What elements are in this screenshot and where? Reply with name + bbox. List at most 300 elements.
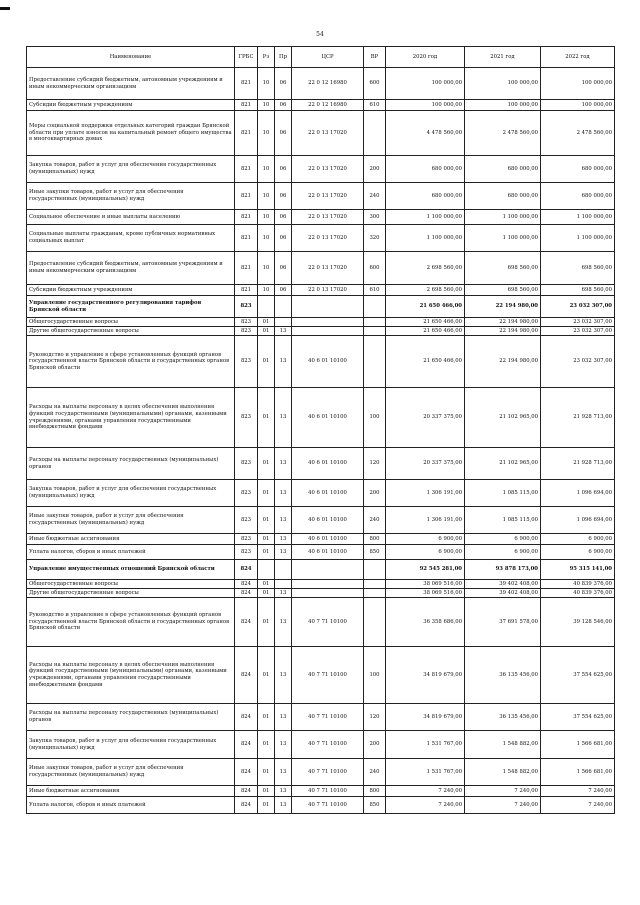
cell-pr: 13 [275, 598, 292, 647]
cell-pr: 06 [275, 252, 292, 285]
table-row [27, 285, 615, 296]
cell-name: Предоставление субсидий бюджетным, автономным учреждениям и иным некоммерческим организациям [27, 252, 235, 285]
cell-grbs: 823 [235, 480, 258, 507]
cell-vr: 320 [364, 225, 386, 252]
cell-rz: 01 [258, 580, 275, 589]
cell-name: Расходы на выплаты персоналу государственных (муниципальных) органов [27, 704, 235, 731]
table-row [27, 598, 615, 647]
cell-2022: 100 000,00 [541, 100, 615, 111]
cell-rz: 01 [258, 507, 275, 534]
table-row [27, 560, 615, 580]
cell-rz: 10 [258, 183, 275, 210]
cell-rz: 01 [258, 545, 275, 560]
cell-2020: 1 531 767,00 [386, 731, 465, 759]
cell-vr [364, 336, 386, 388]
cell-name: Социальные выплаты гражданам, кроме публичных нормативных социальных выплат [27, 225, 235, 252]
cell-grbs: 824 [235, 598, 258, 647]
cell-name: Общегосударственные вопросы [27, 318, 235, 327]
cell-pr [275, 296, 292, 318]
cell-csr [292, 580, 364, 589]
cell-pr: 06 [275, 111, 292, 156]
table-row [27, 100, 615, 111]
cell-grbs: 823 [235, 507, 258, 534]
cell-rz [258, 296, 275, 318]
header-2022: 2022 год [541, 47, 615, 68]
cell-grbs: 823 [235, 296, 258, 318]
cell-2021: 1 100 000,00 [465, 210, 541, 225]
cell-name: Иные бюджетные ассигнования [27, 786, 235, 797]
cell-2022: 37 554 625,00 [541, 704, 615, 731]
cell-2022: 680 000,00 [541, 183, 615, 210]
cell-2020: 1 306 191,00 [386, 507, 465, 534]
cell-2022: 7 240,00 [541, 797, 615, 814]
cell-2022: 40 839 376,00 [541, 580, 615, 589]
cell-2020: 20 337 375,00 [386, 388, 465, 448]
cell-2021: 100 000,00 [465, 100, 541, 111]
cell-rz: 01 [258, 327, 275, 336]
cell-2020: 38 069 516,00 [386, 580, 465, 589]
cell-csr [292, 318, 364, 327]
cell-2021: 7 240,00 [465, 786, 541, 797]
cell-2020: 1 306 191,00 [386, 480, 465, 507]
table-row [27, 534, 615, 545]
cell-2020: 6 900,00 [386, 534, 465, 545]
cell-2020: 21 650 466,00 [386, 318, 465, 327]
cell-vr [364, 560, 386, 580]
table-row [27, 210, 615, 225]
cell-rz: 01 [258, 480, 275, 507]
cell-rz: 01 [258, 797, 275, 814]
cell-vr: 120 [364, 448, 386, 480]
cell-grbs: 823 [235, 534, 258, 545]
cell-vr [364, 296, 386, 318]
cell-2020: 92 545 281,00 [386, 560, 465, 580]
cell-2022: 100 000,00 [541, 68, 615, 100]
cell-2022: 40 839 376,00 [541, 589, 615, 598]
cell-2021: 698 560,00 [465, 285, 541, 296]
header-csr: ЦСР [292, 47, 364, 68]
cell-name: Закупка товаров, работ и услуг для обеспечения государственных (муниципальных) нужд [27, 156, 235, 183]
cell-2021: 22 194 980,00 [465, 327, 541, 336]
cell-csr: 40 6 01 10100 [292, 534, 364, 545]
cell-2022: 1 096 694,00 [541, 480, 615, 507]
cell-2021: 680 000,00 [465, 156, 541, 183]
cell-csr: 22 0 13 17020 [292, 111, 364, 156]
cell-pr: 13 [275, 759, 292, 786]
cell-rz: 10 [258, 156, 275, 183]
cell-csr: 40 6 01 10100 [292, 336, 364, 388]
cell-rz: 10 [258, 225, 275, 252]
table-row [27, 589, 615, 598]
cell-grbs: 824 [235, 704, 258, 731]
table-row [27, 225, 615, 252]
cell-2020: 21 650 466,00 [386, 327, 465, 336]
cell-grbs: 823 [235, 448, 258, 480]
cell-2021: 1 085 115,00 [465, 507, 541, 534]
cell-2022: 37 554 625,00 [541, 647, 615, 704]
cell-vr: 600 [364, 252, 386, 285]
cell-pr: 06 [275, 100, 292, 111]
cell-csr: 40 7 71 10100 [292, 786, 364, 797]
cell-2020: 34 819 679,00 [386, 647, 465, 704]
cell-2020: 21 650 466,00 [386, 336, 465, 388]
cell-rz: 01 [258, 534, 275, 545]
cell-csr: 22 0 13 17020 [292, 285, 364, 296]
cell-2021: 6 900,00 [465, 545, 541, 560]
cell-2022: 23 032 307,00 [541, 318, 615, 327]
cell-pr: 06 [275, 68, 292, 100]
cell-grbs: 823 [235, 318, 258, 327]
cell-pr [275, 318, 292, 327]
table-row [27, 507, 615, 534]
cell-pr: 13 [275, 589, 292, 598]
table-row [27, 786, 615, 797]
cell-pr: 06 [275, 210, 292, 225]
cell-pr: 06 [275, 156, 292, 183]
cell-2021: 37 691 578,00 [465, 598, 541, 647]
cell-vr: 200 [364, 480, 386, 507]
cell-vr: 610 [364, 285, 386, 296]
cell-2022: 23 032 307,00 [541, 327, 615, 336]
cell-name: Иные закупки товаров, работ и услуг для обеспечения государственных (муниципальных) нужд [27, 183, 235, 210]
cell-2022: 680 000,00 [541, 156, 615, 183]
cell-2020: 21 650 466,00 [386, 296, 465, 318]
cell-vr: 800 [364, 534, 386, 545]
cell-csr: 22 0 13 17020 [292, 183, 364, 210]
header-vr: ВР [364, 47, 386, 68]
cell-2022: 39 128 546,00 [541, 598, 615, 647]
table-row [27, 296, 615, 318]
cell-rz: 01 [258, 318, 275, 327]
cell-vr: 800 [364, 786, 386, 797]
cell-vr: 850 [364, 797, 386, 814]
cell-csr: 40 6 01 10100 [292, 545, 364, 560]
cell-2022: 1 100 000,00 [541, 210, 615, 225]
cell-pr: 06 [275, 285, 292, 296]
cell-csr: 22 0 12 16980 [292, 100, 364, 111]
cell-2022: 23 032 307,00 [541, 296, 615, 318]
table-row [27, 252, 615, 285]
cell-grbs: 821 [235, 252, 258, 285]
cell-pr: 13 [275, 507, 292, 534]
cell-name: Иные закупки товаров, работ и услуг для обеспечения государственных (муниципальных) нужд [27, 507, 235, 534]
cell-name: Закупка товаров, работ и услуг для обеспечения государственных (муниципальных) нужд [27, 480, 235, 507]
cell-2021: 93 878 173,00 [465, 560, 541, 580]
cell-name: Другие общегосударственные вопросы [27, 589, 235, 598]
cell-2022: 698 560,00 [541, 252, 615, 285]
cell-rz [258, 560, 275, 580]
cell-2022: 6 900,00 [541, 534, 615, 545]
cell-2021: 36 135 456,00 [465, 704, 541, 731]
cell-grbs: 823 [235, 388, 258, 448]
table-row [27, 704, 615, 731]
cell-csr: 22 0 13 17020 [292, 210, 364, 225]
cell-name: Управление имущественных отношений Брянской области [27, 560, 235, 580]
cell-pr [275, 580, 292, 589]
cell-grbs: 821 [235, 100, 258, 111]
cell-grbs: 823 [235, 327, 258, 336]
cell-csr [292, 560, 364, 580]
cell-pr: 13 [275, 388, 292, 448]
cell-rz: 10 [258, 285, 275, 296]
table-row [27, 759, 615, 786]
table-row [27, 580, 615, 589]
cell-pr: 13 [275, 647, 292, 704]
cell-2021: 1 548 882,00 [465, 759, 541, 786]
cell-csr: 22 0 12 16980 [292, 68, 364, 100]
cell-name: Иные закупки товаров, работ и услуг для обеспечения государственных (муниципальных) нужд [27, 759, 235, 786]
cell-rz: 01 [258, 786, 275, 797]
table-row [27, 68, 615, 100]
cell-rz: 10 [258, 252, 275, 285]
header-grbs: ГРБС [235, 47, 258, 68]
cell-grbs: 824 [235, 589, 258, 598]
cell-vr: 300 [364, 210, 386, 225]
cell-vr: 100 [364, 647, 386, 704]
cell-2022: 7 240,00 [541, 786, 615, 797]
cell-grbs: 821 [235, 68, 258, 100]
cell-2020: 680 000,00 [386, 183, 465, 210]
cell-grbs: 824 [235, 786, 258, 797]
cell-grbs: 821 [235, 111, 258, 156]
cell-2020: 4 478 560,00 [386, 111, 465, 156]
cell-rz: 01 [258, 589, 275, 598]
cell-grbs: 823 [235, 545, 258, 560]
cell-name: Управление государственного регулирования тарифов Брянской области [27, 296, 235, 318]
cell-2022: 6 900,00 [541, 545, 615, 560]
cell-grbs: 824 [235, 759, 258, 786]
cell-csr: 40 7 71 10100 [292, 598, 364, 647]
cell-vr [364, 598, 386, 647]
cell-grbs: 824 [235, 731, 258, 759]
header-2021: 2021 год [465, 47, 541, 68]
cell-pr: 13 [275, 704, 292, 731]
scan-corner-mark [0, 7, 10, 10]
cell-2021: 1 100 000,00 [465, 225, 541, 252]
cell-name: Руководство и управление в сфере установленных функций органов государственной власти Брянской области и государственных органов Брянской области [27, 598, 235, 647]
cell-vr [364, 111, 386, 156]
cell-vr: 200 [364, 156, 386, 183]
cell-pr: 06 [275, 225, 292, 252]
cell-csr: 40 7 71 10100 [292, 704, 364, 731]
cell-2020: 100 000,00 [386, 100, 465, 111]
cell-2020: 680 000,00 [386, 156, 465, 183]
cell-rz: 01 [258, 336, 275, 388]
cell-csr: 22 0 13 17020 [292, 156, 364, 183]
cell-csr [292, 589, 364, 598]
cell-2021: 22 194 980,00 [465, 318, 541, 327]
cell-vr: 240 [364, 759, 386, 786]
cell-csr: 40 6 01 10100 [292, 388, 364, 448]
cell-csr [292, 327, 364, 336]
cell-grbs: 823 [235, 336, 258, 388]
cell-rz: 01 [258, 448, 275, 480]
cell-grbs: 821 [235, 183, 258, 210]
table-row [27, 545, 615, 560]
cell-2022: 2 478 560,00 [541, 111, 615, 156]
cell-name: Общегосударственные вопросы [27, 580, 235, 589]
cell-pr: 13 [275, 448, 292, 480]
cell-2021: 39 402 408,00 [465, 589, 541, 598]
cell-2021: 2 478 560,00 [465, 111, 541, 156]
cell-vr [364, 580, 386, 589]
table-row [27, 183, 615, 210]
cell-rz: 10 [258, 210, 275, 225]
cell-2022: 95 315 141,00 [541, 560, 615, 580]
header-2020: 2020 год [386, 47, 465, 68]
cell-csr: 40 7 71 10100 [292, 759, 364, 786]
cell-vr: 600 [364, 68, 386, 100]
cell-2021: 36 135 456,00 [465, 647, 541, 704]
cell-name: Расходы на выплаты персоналу в целях обеспечения выполнения функций государственными (муниципальными) органами, казенными учреждениями, органами управления государственными внебюджетными фондами [27, 647, 235, 704]
cell-vr: 100 [364, 388, 386, 448]
cell-name: Закупка товаров, работ и услуг для обеспечения государственных (муниципальных) нужд [27, 731, 235, 759]
cell-grbs: 821 [235, 285, 258, 296]
cell-vr: 120 [364, 704, 386, 731]
cell-2021: 1 085 115,00 [465, 480, 541, 507]
cell-2020: 1 531 767,00 [386, 759, 465, 786]
cell-2021: 21 102 965,00 [465, 388, 541, 448]
cell-2022: 1 096 694,00 [541, 507, 615, 534]
cell-2020: 1 100 000,00 [386, 210, 465, 225]
cell-csr: 22 0 13 17020 [292, 225, 364, 252]
cell-2020: 6 900,00 [386, 545, 465, 560]
header-name: Наименование [27, 47, 235, 68]
cell-2020: 36 358 686,00 [386, 598, 465, 647]
cell-pr: 13 [275, 480, 292, 507]
cell-csr: 40 7 71 10100 [292, 647, 364, 704]
cell-grbs: 824 [235, 560, 258, 580]
cell-pr: 13 [275, 786, 292, 797]
cell-name: Расходы на выплаты персоналу государственных (муниципальных) органов [27, 448, 235, 480]
cell-grbs: 821 [235, 210, 258, 225]
cell-2020: 20 337 375,00 [386, 448, 465, 480]
cell-csr: 40 7 71 10100 [292, 797, 364, 814]
cell-rz: 01 [258, 731, 275, 759]
table-row [27, 111, 615, 156]
cell-pr [275, 560, 292, 580]
cell-name: Расходы на выплаты персоналу в целях обеспечения выполнения функций государственными (муниципальными) органами, казенными учреждениями, органами управления государственными внебюджетными фондами [27, 388, 235, 448]
cell-rz: 01 [258, 704, 275, 731]
cell-2021: 7 240,00 [465, 797, 541, 814]
header-rz: Рз [258, 47, 275, 68]
cell-2022: 698 560,00 [541, 285, 615, 296]
cell-name: Уплата налогов, сборов и иных платежей [27, 797, 235, 814]
cell-grbs: 824 [235, 580, 258, 589]
table-row [27, 647, 615, 704]
header-pr: Пр [275, 47, 292, 68]
cell-rz: 01 [258, 598, 275, 647]
cell-2020: 1 100 000,00 [386, 225, 465, 252]
table-row [27, 731, 615, 759]
cell-csr [292, 296, 364, 318]
cell-pr: 13 [275, 327, 292, 336]
cell-name: Другие общегосударственные вопросы [27, 327, 235, 336]
cell-csr: 40 6 01 10100 [292, 480, 364, 507]
cell-pr: 13 [275, 336, 292, 388]
budget-table [26, 46, 615, 814]
cell-2022: 1 566 681,00 [541, 759, 615, 786]
cell-csr: 40 6 01 10100 [292, 507, 364, 534]
cell-2020: 7 240,00 [386, 786, 465, 797]
cell-2020: 2 698 560,00 [386, 252, 465, 285]
cell-rz: 01 [258, 759, 275, 786]
table-row [27, 448, 615, 480]
table-row [27, 797, 615, 814]
cell-pr: 13 [275, 545, 292, 560]
table-header-row [27, 47, 615, 68]
cell-name: Уплата налогов, сборов и иных платежей [27, 545, 235, 560]
cell-vr [364, 327, 386, 336]
cell-csr: 40 7 71 10100 [292, 731, 364, 759]
cell-vr [364, 589, 386, 598]
cell-vr: 610 [364, 100, 386, 111]
table-row [27, 318, 615, 327]
cell-pr: 06 [275, 183, 292, 210]
cell-name: Субсидии бюджетным учреждениям [27, 100, 235, 111]
cell-rz: 01 [258, 388, 275, 448]
cell-name: Меры социальной поддержки отдельных категорий граждан Брянской области при уплате взносов на капитальный ремонт общего имущества в многоквартирных домах [27, 111, 235, 156]
cell-2022: 1 100 000,00 [541, 225, 615, 252]
cell-2022: 21 928 713,00 [541, 388, 615, 448]
cell-2021: 6 900,00 [465, 534, 541, 545]
cell-2021: 680 000,00 [465, 183, 541, 210]
cell-pr: 13 [275, 731, 292, 759]
cell-pr: 13 [275, 534, 292, 545]
table-row [27, 388, 615, 448]
cell-vr [364, 318, 386, 327]
cell-2020: 7 240,00 [386, 797, 465, 814]
cell-csr: 40 6 01 10100 [292, 448, 364, 480]
cell-rz: 10 [258, 100, 275, 111]
cell-grbs: 824 [235, 647, 258, 704]
cell-grbs: 821 [235, 156, 258, 183]
cell-vr: 240 [364, 507, 386, 534]
cell-vr: 200 [364, 731, 386, 759]
table-row [27, 480, 615, 507]
cell-rz: 01 [258, 647, 275, 704]
cell-vr: 850 [364, 545, 386, 560]
cell-vr: 240 [364, 183, 386, 210]
cell-rz: 10 [258, 68, 275, 100]
cell-rz: 10 [258, 111, 275, 156]
table-row [27, 336, 615, 388]
cell-name: Субсидии бюджетным учреждениям [27, 285, 235, 296]
cell-2021: 39 402 408,00 [465, 580, 541, 589]
cell-2021: 698 560,00 [465, 252, 541, 285]
page-number: 54 [316, 31, 324, 38]
table-row [27, 327, 615, 336]
cell-2022: 21 928 713,00 [541, 448, 615, 480]
cell-2021: 1 548 882,00 [465, 731, 541, 759]
cell-2020: 38 069 516,00 [386, 589, 465, 598]
cell-name: Руководство и управление в сфере установленных функций органов государственной власти Брянской области и государственных органов Брянской области [27, 336, 235, 388]
cell-pr: 13 [275, 797, 292, 814]
cell-name: Иные бюджетные ассигнования [27, 534, 235, 545]
cell-2021: 21 102 965,00 [465, 448, 541, 480]
cell-2021: 100 000,00 [465, 68, 541, 100]
cell-2022: 23 032 307,00 [541, 336, 615, 388]
cell-2020: 100 000,00 [386, 68, 465, 100]
cell-grbs: 821 [235, 225, 258, 252]
cell-2021: 22 194 980,00 [465, 336, 541, 388]
cell-2020: 2 698 560,00 [386, 285, 465, 296]
cell-2021: 22 194 980,00 [465, 296, 541, 318]
cell-name: Предоставление субсидий бюджетным, автономным учреждениям и иным некоммерческим организациям [27, 68, 235, 100]
cell-name: Социальное обеспечение и иные выплаты населению [27, 210, 235, 225]
cell-2020: 34 819 679,00 [386, 704, 465, 731]
cell-grbs: 824 [235, 797, 258, 814]
